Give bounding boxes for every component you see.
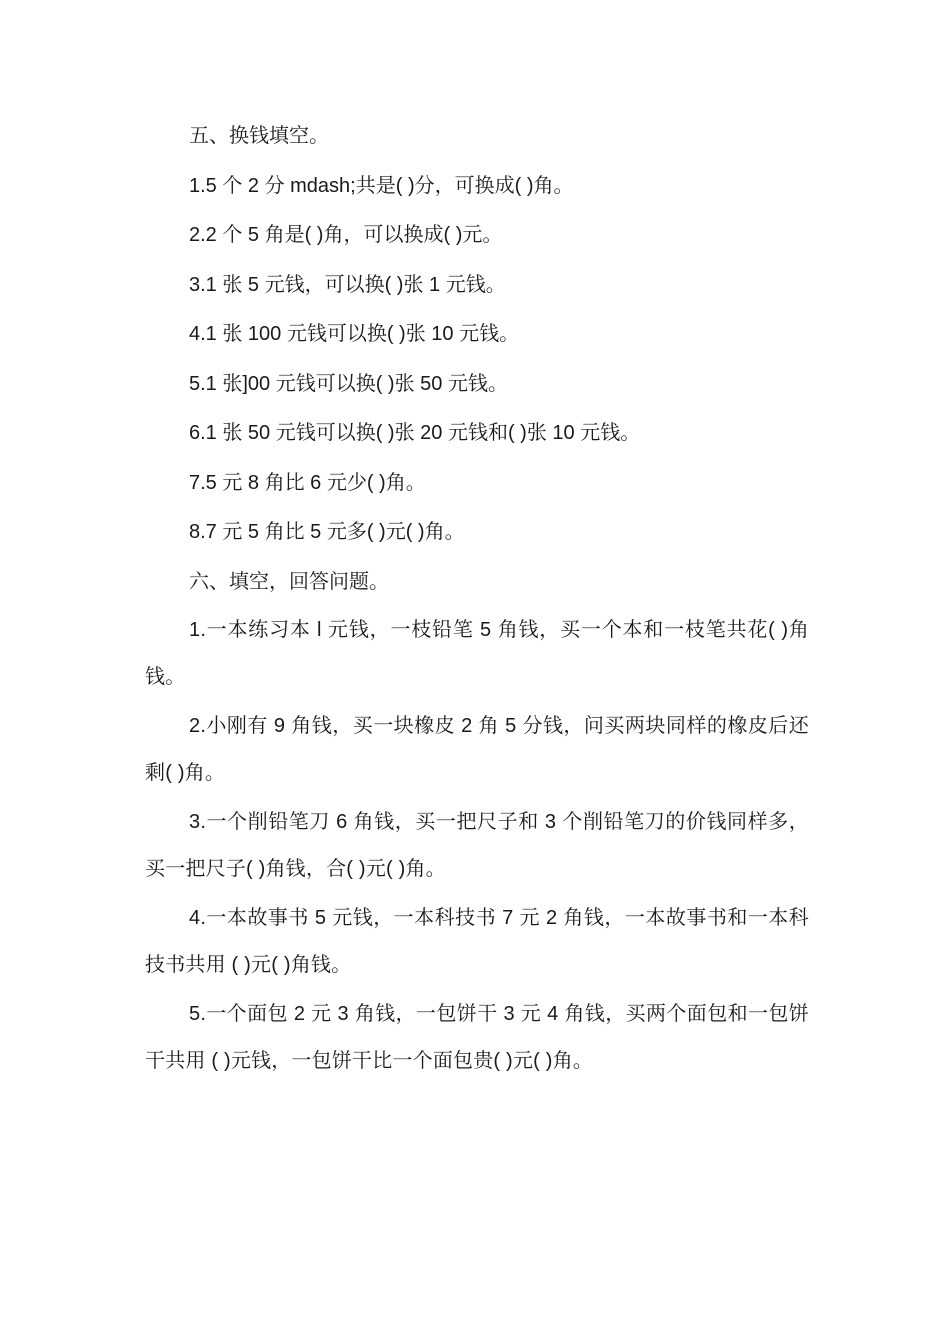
section-5-item-5: 5.1 张]00 元钱可以换( )张 50 元钱。 bbox=[189, 372, 508, 395]
section-6-item-3: 3.一个削铅笔刀 6 角钱，买一把尺子和 3 个削铅笔刀的价钱同样多，买一把尺子( )角钱，合( )元( )角。 bbox=[145, 811, 809, 880]
section-6-heading: 六、填空，回答问题。 bbox=[189, 570, 389, 593]
section-5-item-1: 1.5 个 2 分 mdash;共是( )分，可换成( )角。 bbox=[189, 174, 574, 197]
section-5-item-7: 7.5 元 8 角比 6 元少( )角。 bbox=[189, 471, 426, 494]
section-5-item-8: 8.7 元 5 角比 5 元多( )元( )角。 bbox=[189, 521, 465, 543]
section-5-item-3: 3.1 张 5 元钱，可以换( )张 1 元钱。 bbox=[189, 273, 506, 296]
section-6-item-2: 2.小刚有 9 角钱，买一块橡皮 2 角 5 分钱，问买两块同样的橡皮后还剩( )角。 bbox=[145, 715, 809, 784]
section-5-item-6: 6.1 张 50 元钱可以换( )张 20 元钱和( )张 10 元钱。 bbox=[189, 422, 641, 444]
document-body bbox=[145, 112, 809, 1087]
section-6-item-5: 5.一个面包 2 元 3 角钱，一包饼干 3 元 4 角钱，买两个面包和一包饼干共用 ( )元钱，一包饼干比一个面包贵( )元( )角。 bbox=[145, 1003, 809, 1072]
section-6-item-4: 4.一本故事书 5 元钱，一本科技书 7 元 2 角钱，一本故事书和一本科技书共用 ( )元( )角钱。 bbox=[145, 907, 809, 976]
section-5-item-4: 4.1 张 100 元钱可以换( )张 10 元钱。 bbox=[189, 323, 520, 345]
section-5-item-2: 2.2 个 5 角是( )角，可以换成( )元。 bbox=[189, 224, 503, 246]
section-6-item-1: 1.一本练习本 l 元钱，一枝铅笔 5 角钱，买一个本和一枝笔共花( )角钱。 bbox=[145, 619, 809, 688]
section-5-heading: 五、换钱填空。 bbox=[189, 125, 329, 147]
